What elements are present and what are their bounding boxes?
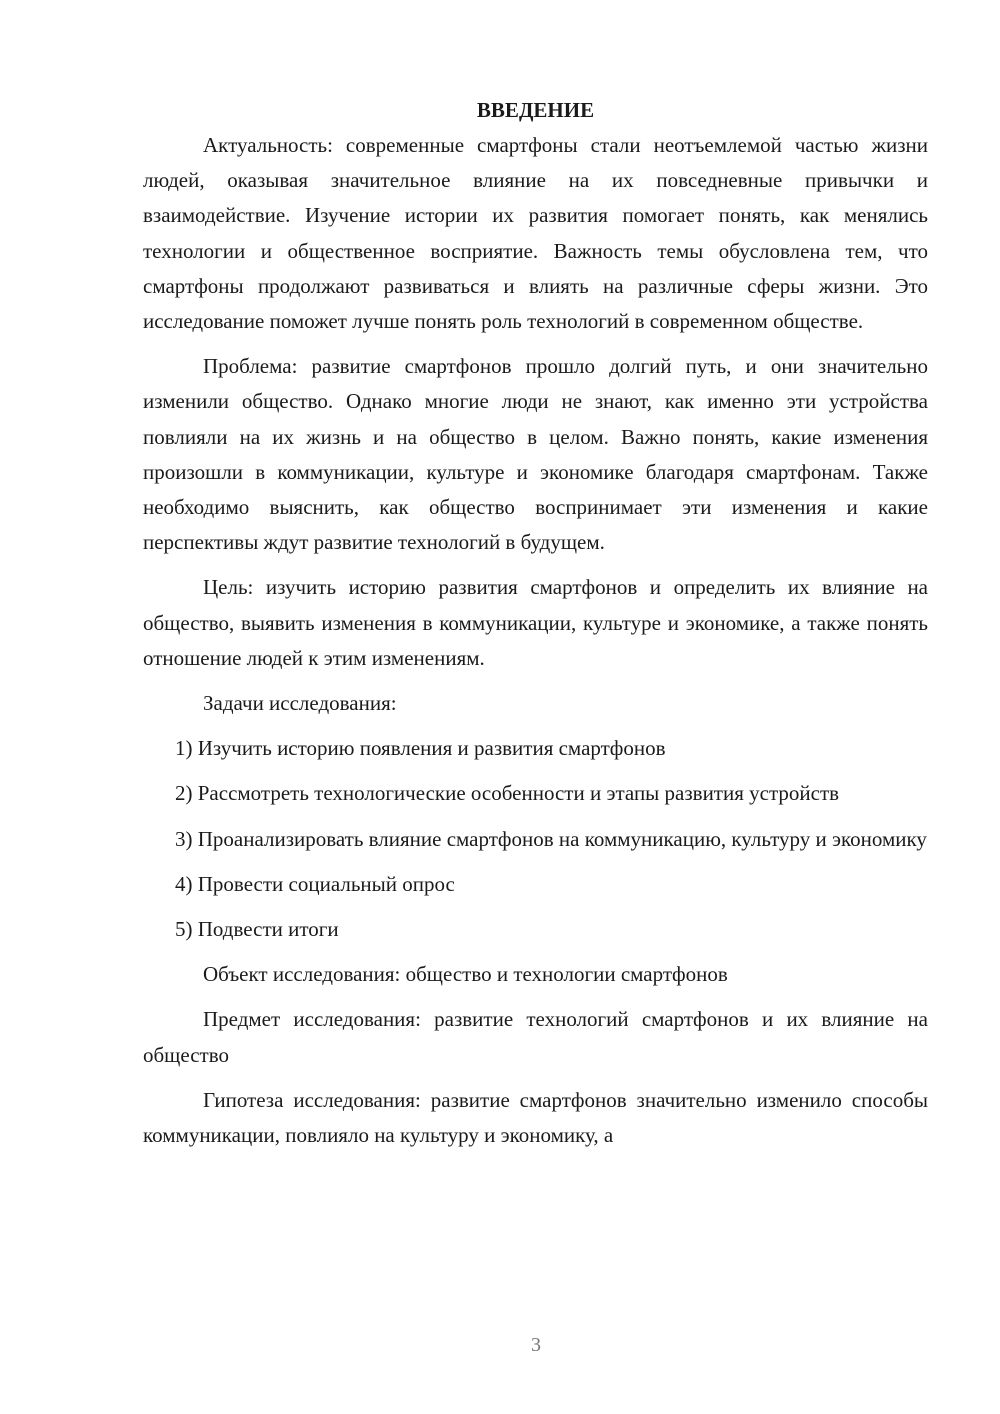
page-number: 3: [531, 1334, 541, 1356]
document-body: [143, 95, 928, 1163]
task-item-2: 2) Рассмотреть технологические особенности и этапы развития устройств: [175, 781, 840, 806]
paragraph-hypothesis: Гипотеза исследования: развитие смартфонов значительно изменило способы коммуникации, повлияло на культуру и экономику, а: [143, 1087, 928, 1148]
task-item-4: 4) Провести социальный опрос: [175, 871, 455, 896]
paragraph-subject: Предмет исследования: развитие технологий смартфонов и их влияние на общество: [143, 1007, 928, 1067]
task-item-3: 3) Проанализировать влияние смартфонов на коммуникацию, культуру и экономику: [175, 826, 927, 851]
paragraph-object: Объект исследования: общество и технологии смартфонов: [203, 962, 728, 987]
task-item-1: 1) Изучить историю появления и развития смартфонов: [175, 736, 666, 761]
paragraph-relevance: Актуальность: современные смартфоны стали неотъемлемой частью жизни людей, оказывая значительное влияние на их повседневные привычки и взаимодействие. Изучение истории их развития помогает понять, как менялись технологии и общественное восприятие. Важность темы обусловлена тем, что смартфоны продолжают развиваться и влиять на различные сферы жизни. Это исследование поможет лучше понять роль технологий в современном обществе.: [143, 133, 928, 334]
paragraph-problem: Проблема: развитие смартфонов прошло долгий путь, и они значительно изменили общество. Однако многие люди не знают, как именно эти устройства повлияли на их жизнь и на общество в целом. Важно понять, какие изменения произошли в коммуникации, культуре и экономике благодаря смартфонам. Также необходимо выяснить, как общество воспринимает эти изменения и какие перспективы ждут развитие технологий в будущем.: [143, 354, 928, 555]
section-title: ВВЕДЕНИЕ: [476, 98, 595, 122]
paragraph-goal: Цель: изучить историю развития смартфонов и определить их влияние на общество, выявить изменения в коммуникации, культуре и экономике, а также понять отношение людей к этим изменениям.: [143, 575, 928, 670]
tasks-heading: Задачи исследования:: [203, 691, 397, 716]
task-item-5: 5) Подвести итоги: [175, 917, 339, 942]
